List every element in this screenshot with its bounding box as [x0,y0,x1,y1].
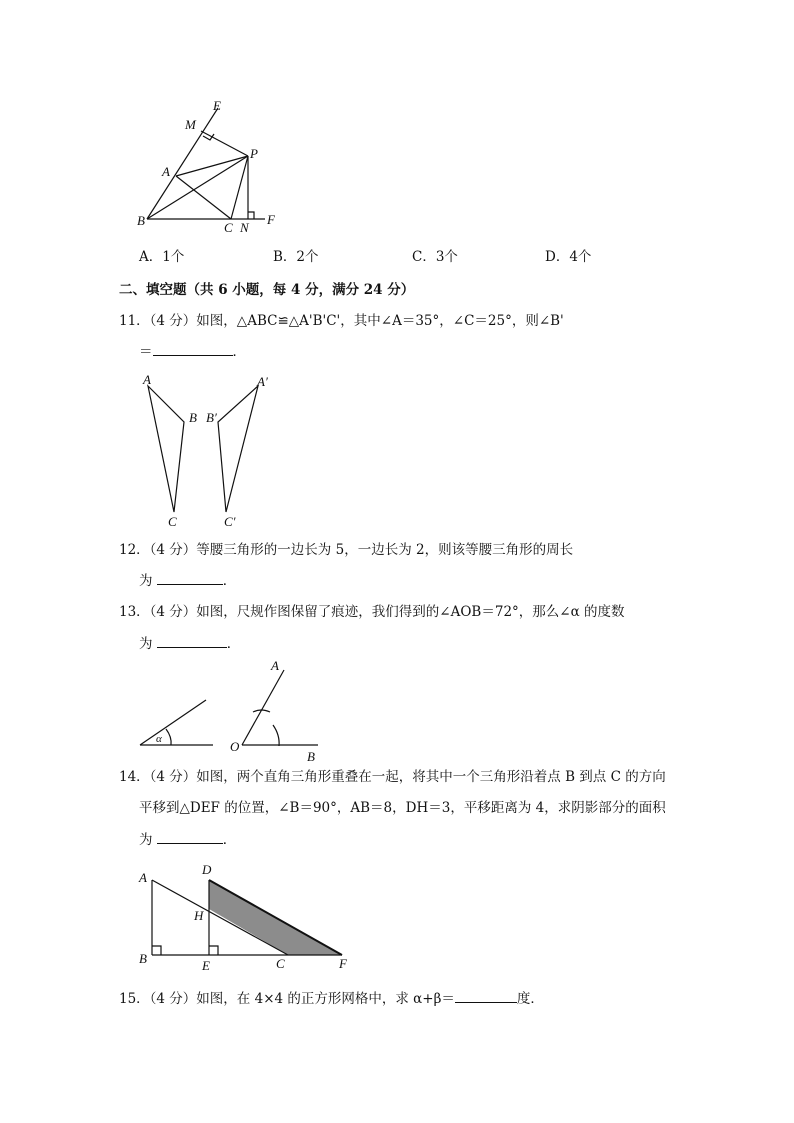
q10-label-C: C [224,220,233,235]
q14-label-D: D [202,862,212,877]
q14-label-B: B [139,951,147,966]
q11-line2-suffix: ． [232,344,246,360]
q10-label-F: F [267,212,275,227]
q13-line2-prefix: 为 [139,636,157,652]
q12-line2-suffix: ． [222,573,237,589]
q11-label-C: C [168,514,177,529]
q10-label-M: M [185,117,196,132]
q15-suffix: 度． [516,991,544,1007]
q10-label-N: N [240,220,249,235]
q11-label-C-prime: C′ [224,514,236,529]
q10-option-d: D．4个 [545,249,592,265]
q10-option-a: A．1个 [139,249,185,265]
q14-line1: 14．（4 分）如图，两个直角三角形重叠在一起，将其中一个三角形沿着点 B 到点 C 的方向 [119,769,666,785]
q10-label-B: B [137,213,145,228]
q10-label-A: A [162,164,170,179]
q14-label-F: F [339,956,347,971]
q14-label-C: C [276,956,285,971]
q12-line2-prefix: 为 [139,573,157,589]
q10-label-E: E [213,98,221,113]
q12-line1: 12．（4 分）等腰三角形的一边长为 5，一边长为 2，则该等腰三角形的周长 [119,542,574,558]
q11-label-B: B [189,410,197,425]
q15-prefix: 15．（4 分）如图，在 4×4 的正方形网格中，求 α+β＝ [119,991,455,1007]
q14-line3-suffix: ． [222,832,237,848]
q13-label-A: A [271,658,279,673]
q14-line3-prefix: 为 [139,832,157,848]
q13-label-O: O [230,739,240,754]
q10-option-c: C．3个 [412,249,458,265]
q11-line1: 11．（4 分）如图，△ABC≌△A'B'C'，其中∠A＝35°，∠C＝25°，则∠B' [119,313,564,329]
q11-label-B-prime: B′ [206,410,217,425]
q14-line2: 平移到△DEF 的位置，∠B＝90°，AB＝8，DH＝3，平移距离为 4，求阴影部分的面积 [139,800,666,816]
q15-line [119,988,544,1009]
q11-label-A-prime: A′ [257,374,268,389]
q11-line2-prefix: ＝ [139,344,153,360]
q10-option-b: B．2个 [273,249,319,265]
q13-label-alpha: α [156,733,162,745]
q10-label-P: P [250,146,258,161]
q13-label-B: B [307,749,315,764]
q14-label-H: H [194,908,204,923]
q13-line2-suffix: ． [226,636,241,652]
q11-label-A: A [143,372,151,387]
section-heading: 二、填空题（共 6 小题，每 4 分，满分 24 分） [119,282,415,298]
q13-line1: 13．（4 分）如图，尺规作图保留了痕迹，我们得到的∠AOB＝72°，那么∠α 的度数 [119,604,625,620]
q15-answer-blank[interactable] [455,988,517,1003]
q14-label-A: A [139,870,147,885]
q14-label-E: E [202,958,210,973]
